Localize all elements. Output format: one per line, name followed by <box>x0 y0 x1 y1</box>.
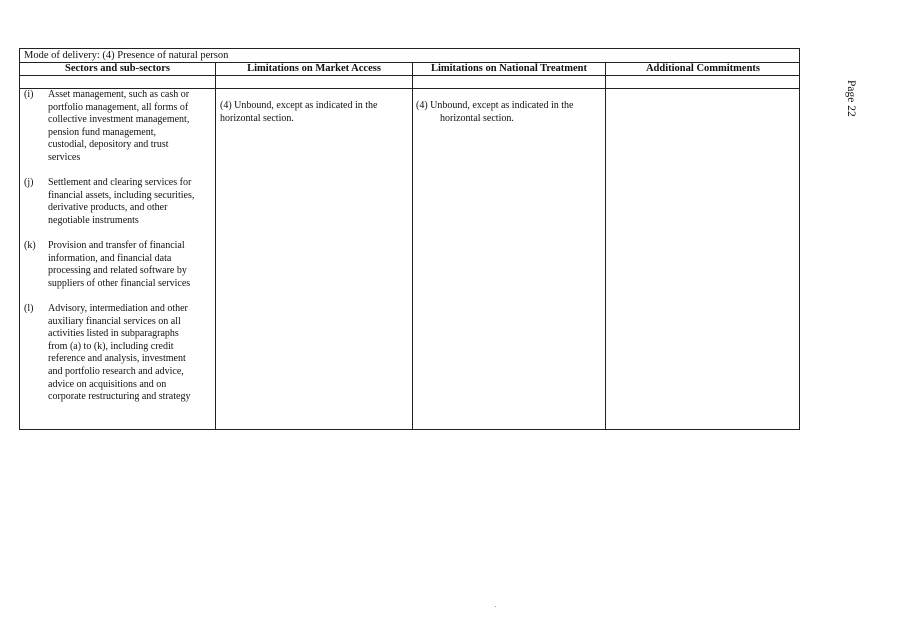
table-body <box>20 89 799 429</box>
header-sectors: Sectors and sub-sectors <box>65 63 170 74</box>
sector-line: custodial, depository and trust <box>48 139 169 151</box>
sector-line: derivative products, and other <box>48 202 168 214</box>
sector-line: activities listed in subparagraphs <box>48 328 179 340</box>
sector-tag: (j) <box>24 177 34 188</box>
page-number: Page 22 <box>845 80 857 117</box>
national-treatment-line: (4) Unbound, except as indicated in the <box>416 100 574 111</box>
national-treatment-line: horizontal section. <box>440 112 514 124</box>
national-treatment-cell <box>416 100 604 125</box>
sector-line: services <box>48 151 81 163</box>
sector-line: advice on acquisitions and on <box>48 378 167 390</box>
sector-line: portfolio management, all forms of <box>48 101 189 113</box>
market-access-cell <box>220 100 410 125</box>
sector-line: collective investment management, <box>48 114 190 126</box>
header-market-access: Limitations on Market Access <box>247 63 381 74</box>
sector-tag: (l) <box>24 303 34 314</box>
header-national-treatment: Limitations on National Treatment <box>430 63 588 74</box>
header-additional-commitments: Additional Commitments <box>645 63 761 74</box>
sector-line: from (a) to (k), including credit <box>48 340 174 352</box>
sector-line: pension fund management, <box>48 126 157 138</box>
sector-line: and portfolio research and advice, <box>48 365 184 377</box>
spacer-row <box>20 76 799 89</box>
schedule-table <box>19 48 800 430</box>
stray-mark <box>495 606 496 607</box>
sector-text <box>48 240 216 290</box>
sector-line: corporate restructuring and strategy <box>48 391 191 403</box>
market-access-line: (4) Unbound, except as indicated in the <box>220 100 378 111</box>
sector-text <box>48 177 216 227</box>
mode-of-delivery: Mode of delivery: (4) Presence of natural person <box>20 49 799 63</box>
sector-line: auxiliary financial services on all <box>48 315 181 327</box>
sector-line: reference and analysis, investment <box>48 353 186 365</box>
sector-line: information, and financial data <box>48 252 172 264</box>
sector-text <box>48 303 216 404</box>
sector-line: processing and related software by <box>48 265 187 277</box>
sector-line: financial assets, including securities, <box>48 189 195 201</box>
sector-line: Provision and transfer of financial <box>48 240 185 251</box>
sector-text <box>48 89 216 165</box>
sector-line: negotiable instruments <box>48 214 139 226</box>
market-access-line: horizontal section. <box>220 112 294 124</box>
sector-line: suppliers of other financial services <box>48 277 191 289</box>
header-row <box>20 63 799 76</box>
sector-tag: (k) <box>24 240 36 251</box>
sector-line: Advisory, intermediation and other <box>48 303 188 314</box>
sector-line: Settlement and clearing services for <box>48 177 192 188</box>
sector-line: Asset management, such as cash or <box>48 89 190 100</box>
sector-tag: (i) <box>24 89 34 100</box>
